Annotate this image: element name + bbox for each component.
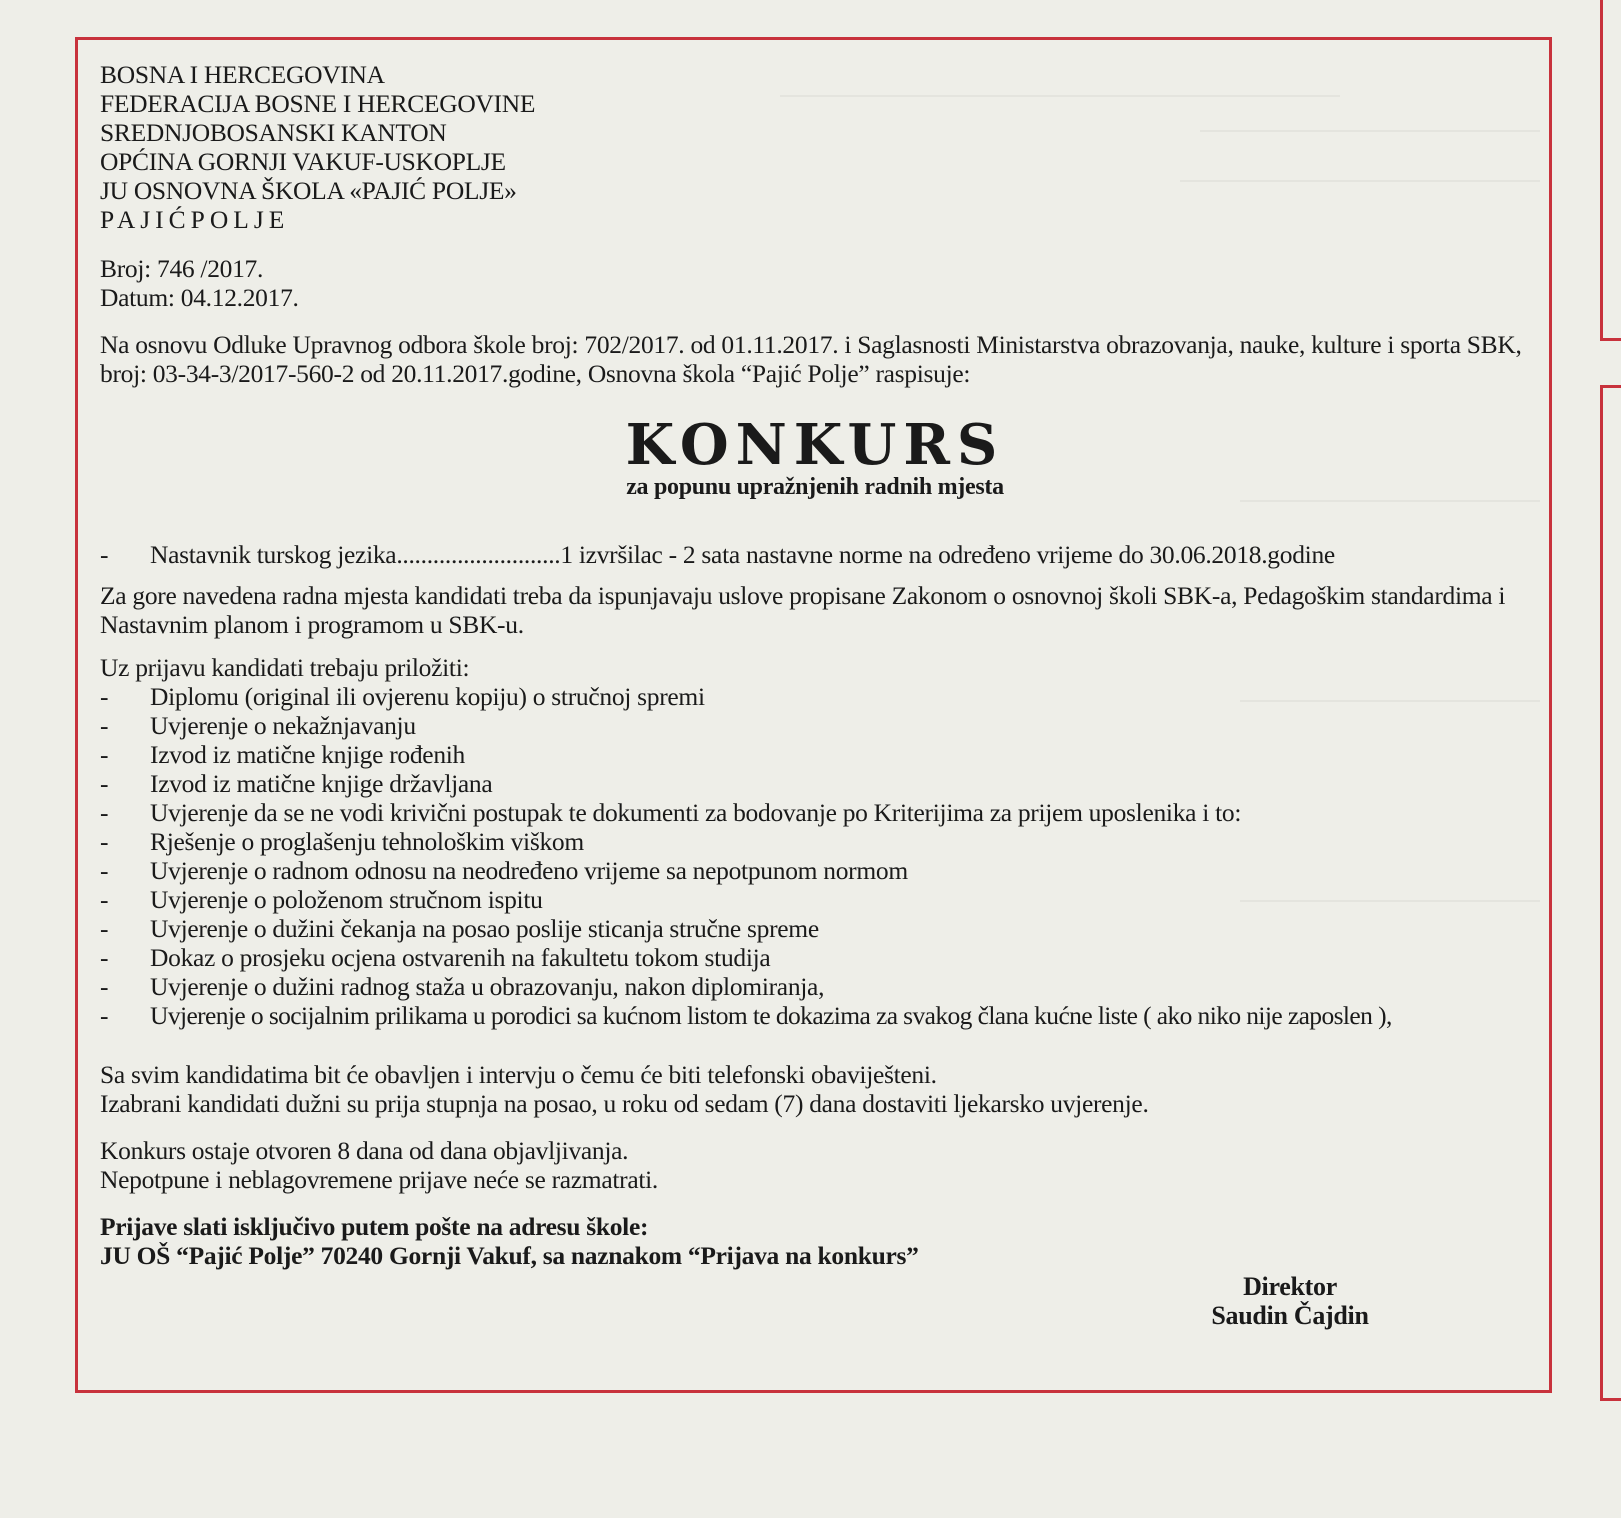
list-item-text: Uvjerenje da se ne vodi krivični postupak te dokumenti za bodovanje po Kriterijima za prijem uposlenika i to: xyxy=(150,798,1242,827)
intro-block xyxy=(100,330,1530,388)
position-name: Nastavnik turskog jezika........................... xyxy=(150,540,561,569)
announcement-subtitle: za popunu upražnjenih radnih mjesta xyxy=(626,474,1004,500)
list-item-text: Izvod iz matične knjige rođenih xyxy=(150,740,466,769)
list-item-text: Izvod iz matične knjige državljana xyxy=(150,769,493,798)
list-item-text: Uvjerenje o dužini čekanja na posao poslije sticanja stručne spreme xyxy=(150,914,819,943)
list-dash: - xyxy=(100,798,109,827)
list-item-text: Uvjerenje o položenom stručnom ispitu xyxy=(150,885,543,914)
list-item-text: Uvjerenje o socijalnim prilikama u porodici sa kućnom listom te dokazima za svakog člana kućne liste ( ako niko nije zaposlen ), xyxy=(150,1001,1392,1030)
interview-block xyxy=(100,1060,1530,1118)
header-line-municipality: OPĆINA GORNJI VAKUF-USKOPLJE xyxy=(100,147,506,176)
header-line-country: BOSNA I HERCEGOVINA xyxy=(100,60,385,89)
list-item xyxy=(100,740,1530,769)
position-line xyxy=(100,540,1530,569)
header-line-canton: SREDNJOBOSANSKI KANTON xyxy=(100,118,447,147)
list-item xyxy=(100,885,1530,914)
list-item-text: Uvjerenje o radnom odnosu na neodređeno vrijeme sa nepotpunom normom xyxy=(150,856,908,885)
list-item-text: Dokaz o prosjeku ocjena ostvarenih na fakultetu tokom studija xyxy=(150,943,771,972)
institution-header xyxy=(100,60,1530,234)
announcement-content xyxy=(100,60,1530,1340)
reference-number: Broj: 746 /2017. xyxy=(100,254,264,283)
list-item xyxy=(100,682,1530,711)
list-dash: - xyxy=(100,885,109,914)
list-item xyxy=(100,711,1530,740)
reference-block xyxy=(100,254,1530,312)
list-dash: - xyxy=(100,972,109,1001)
list-item xyxy=(100,856,1530,885)
conditions-block xyxy=(100,581,1530,639)
list-dash: - xyxy=(100,943,109,972)
documents-block xyxy=(100,653,1530,1030)
list-item xyxy=(100,798,1530,827)
list-dash: - xyxy=(100,856,109,885)
list-item xyxy=(100,914,1530,943)
list-item-text: Diplomu (original ili ovjerenu kopiju) o stručnoj spremi xyxy=(150,682,705,711)
list-item-text: Uvjerenje o nekažnjavanju xyxy=(150,711,416,740)
list-dash: - xyxy=(100,711,109,740)
list-item xyxy=(100,827,1530,856)
position-dash: - xyxy=(100,540,109,569)
list-item xyxy=(100,769,1530,798)
header-line-federation: FEDERACIJA BOSNE I HERCEGOVINE xyxy=(100,89,536,118)
signature-block xyxy=(1180,1272,1400,1330)
documents-list xyxy=(100,682,1530,1030)
list-item-text: Uvjerenje o dužini radnog staža u obrazovanju, nakon diplomiranja, xyxy=(150,972,825,1001)
submission-address: JU OŠ “Pajić Polje” 70240 Gornji Vakuf, sa naznakom “Prijava na konkurs” xyxy=(100,1241,919,1270)
signature-area xyxy=(100,1270,1530,1340)
interview-text: Sa svim kandidatima bit će obavljen i intervju o čemu će biti telefonski obaviješteni. xyxy=(100,1060,937,1089)
header-line-school: JU OSNOVNA ŠKOLA «PAJIĆ POLJE» xyxy=(100,176,517,205)
header-line-place: PAJIĆPOLJE xyxy=(100,205,290,234)
list-dash: - xyxy=(100,827,109,856)
deadline-block xyxy=(100,1136,1530,1194)
title-block xyxy=(100,412,1530,500)
signature-role: Direktor xyxy=(1243,1272,1337,1301)
list-dash: - xyxy=(100,682,109,711)
neighbor-ad-frame xyxy=(1600,385,1621,1401)
list-item xyxy=(100,1001,1530,1030)
deadline-text: Konkurs ostaje otvoren 8 dana od dana objavljivanja. xyxy=(100,1136,629,1165)
submission-block xyxy=(100,1212,1530,1270)
submission-instruction: Prijave slati isključivo putem pošte na adresu škole: xyxy=(100,1212,649,1241)
list-dash: - xyxy=(100,740,109,769)
incomplete-applications-text: Nepotpune i neblagovremene prijave neće se razmatrati. xyxy=(100,1165,658,1194)
documents-heading: Uz prijavu kandidati trebaju priložiti: xyxy=(100,653,470,682)
list-dash: - xyxy=(100,914,109,943)
list-item xyxy=(100,972,1530,1001)
announcement-title: KONKURS xyxy=(625,412,1005,478)
list-dash: - xyxy=(100,769,109,798)
list-item xyxy=(100,943,1530,972)
list-dash: - xyxy=(100,1001,109,1030)
reference-date: Datum: 04.12.2017. xyxy=(100,283,299,312)
position-details: 1 izvršilac - 2 sata nastavne norme na određeno vrijeme do 30.06.2018.godine xyxy=(560,540,1335,569)
medical-certificate-text: Izabrani kandidati dužni su prija stupnja na posao, u roku od sedam (7) dana dostaviti ljekarsko uvjerenje. xyxy=(100,1089,1149,1118)
intro-text: Na osnovu Odluke Upravnog odbora škole broj: 702/2017. od 01.11.2017. i Saglasnosti Ministarstva obrazovanja, nauke, kulture i sporta SBK, broj: 03-34-3/2017-560-2 od 20.11.2017.godine, Osnovna škola “Pajić Polje” raspisuje: xyxy=(100,330,1522,388)
conditions-text: Za gore navedena radna mjesta kandidati treba da ispunjavaju uslove propisane Zakonom o osnovnoj školi SBK-a, Pedagoškim standardima i Nastavnim planom i programom u SBK-u. xyxy=(100,581,1506,639)
list-item-text: Rješenje o proglašenju tehnološkim viškom xyxy=(150,827,584,856)
neighbor-ad-frame xyxy=(1600,0,1621,341)
signature-name: Saudin Čajdin xyxy=(1211,1301,1369,1330)
